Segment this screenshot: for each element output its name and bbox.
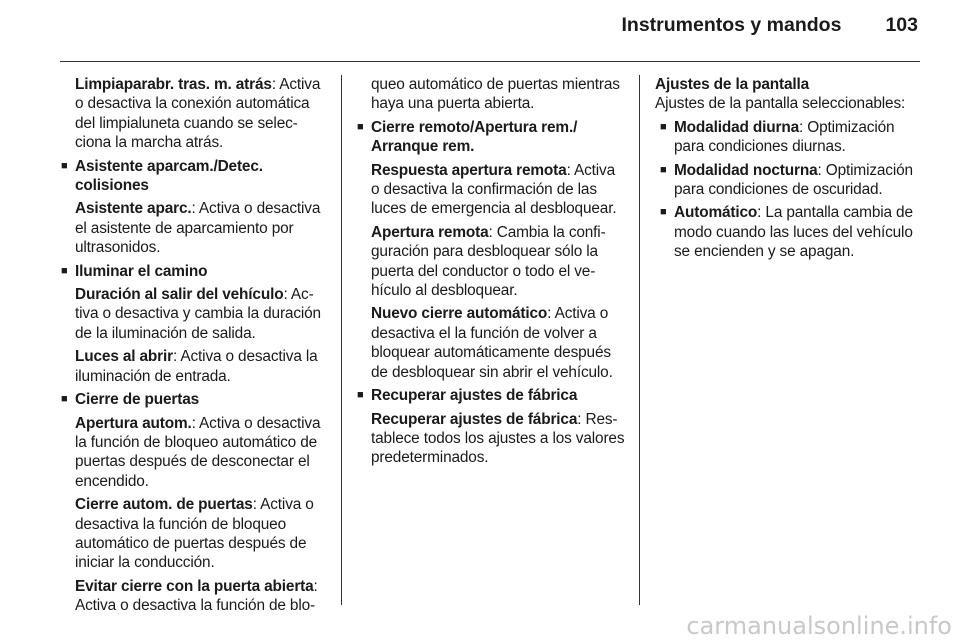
section-title: Instrumentos y mandos (621, 14, 842, 36)
paragraph (357, 223, 625, 301)
term: Evitar cierre con la puerta abierta (75, 577, 314, 595)
term: Automático (674, 204, 758, 222)
term: Respuesta apertura remota (371, 161, 567, 179)
bullet-item (660, 161, 925, 200)
definition: : Optimización para condiciones diurnas. (674, 118, 895, 156)
bullet-icon: ■ (660, 120, 667, 133)
page-header (0, 14, 918, 37)
term: Duración al salir del vehículo (75, 286, 284, 304)
header-rule (60, 61, 920, 62)
paragraph (61, 495, 327, 573)
term: Asistente aparc. (75, 200, 192, 218)
paragraph (61, 347, 327, 386)
definition: : Optimización para condiciones de oscuridad. (674, 161, 913, 199)
bullet-icon: ■ (660, 163, 667, 176)
term: Modalidad diurna (674, 118, 800, 136)
definition: : Cambia la configuración para desbloquear sólo la puerta del conductor o todo el vehículo al desbloquear. (371, 223, 606, 300)
bullet-item (660, 203, 925, 261)
definition: : Activa o desactiva y cambia la duración de la iluminación de salida. (75, 286, 321, 342)
bullet-icon: ■ (61, 393, 68, 406)
bullet-heading: ■ Cierre de puertas (61, 391, 200, 409)
paragraph: Ajustes de la pantalla seleccionables: (655, 95, 906, 113)
definition: queo automático de puertas mientras haya una puerta abierta. (371, 76, 620, 113)
term: Luces al abrir (75, 348, 173, 366)
bullet-heading: ■ Asistente aparcam./Detec. colisiones (61, 157, 263, 195)
paragraph (61, 75, 327, 153)
column-2 (357, 75, 625, 472)
term: Modalidad nocturna (674, 161, 818, 179)
term: Recuperar ajustes de fábrica (371, 410, 578, 428)
term: Apertura autom. (75, 414, 192, 432)
paragraph (357, 161, 625, 219)
paragraph (61, 199, 327, 257)
term: Cierre autom. de puertas (75, 496, 253, 514)
paragraph (61, 577, 327, 616)
definition: : Activa o desactiva la función de bloqueo automático de puertas después de desconectar el encendido. (75, 414, 321, 490)
section-heading: Ajustes de la pantalla (655, 76, 810, 93)
bullet-icon: ■ (660, 206, 667, 219)
bullet-icon: ■ (357, 389, 364, 402)
bullet-icon: ■ (357, 120, 364, 133)
watermark: carmanualsonline.info (686, 612, 952, 640)
definition: : Activa o desactiva el la función de volver a bloquear automáticamente después de desbloquear sin abrir el vehículo. (371, 305, 613, 381)
term: Nuevo cierre automático (371, 305, 548, 323)
definition: : Activa o desactiva la conexión automática del limpialuneta cuando se selecciona la marcha atrás. (75, 76, 321, 152)
column-3 (655, 75, 925, 266)
definition: : La pantalla cambia de modo cuando las luces del vehículo se encienden y se apagan. (674, 204, 913, 261)
bullet-item (660, 118, 925, 157)
paragraph (61, 414, 327, 492)
bullet-heading: ■ Iluminar el camino (61, 262, 208, 280)
term: Apertura remota (371, 223, 489, 241)
definition: : Activa o desactiva la confirmación de las luces de emergencia al desbloquear. (371, 161, 617, 218)
column-1 (61, 75, 327, 620)
definition: : Activa o desactiva la iluminación de entrada. (75, 348, 318, 385)
column-divider-2 (639, 75, 640, 605)
definition: : Restablece todos los ajustes a los valores predeterminados. (371, 410, 625, 467)
term: Limpiaparabr. tras. m. atrás (75, 76, 272, 93)
definition: : Activa o desactiva la función de bloqueo automático de puertas después de iniciar la conducción. (75, 496, 314, 572)
bullet-icon: ■ (61, 159, 68, 172)
paragraph (357, 75, 625, 114)
bullet-heading: ■ Cierre remoto/Apertura rem./ Arranque rem. (357, 118, 578, 156)
bullet-icon: ■ (61, 264, 68, 277)
paragraph (357, 304, 625, 382)
page-number: 103 (885, 14, 918, 36)
definition: : Activa o desactiva la función de blo- (75, 577, 318, 615)
paragraph (357, 410, 625, 468)
bullet-heading: ■ Recuperar ajustes de fábrica (357, 387, 578, 405)
definition: : Activa o desactiva el asistente de aparcamiento por ultrasonidos. (75, 200, 321, 257)
paragraph (61, 285, 327, 343)
column-divider-1 (341, 75, 342, 605)
